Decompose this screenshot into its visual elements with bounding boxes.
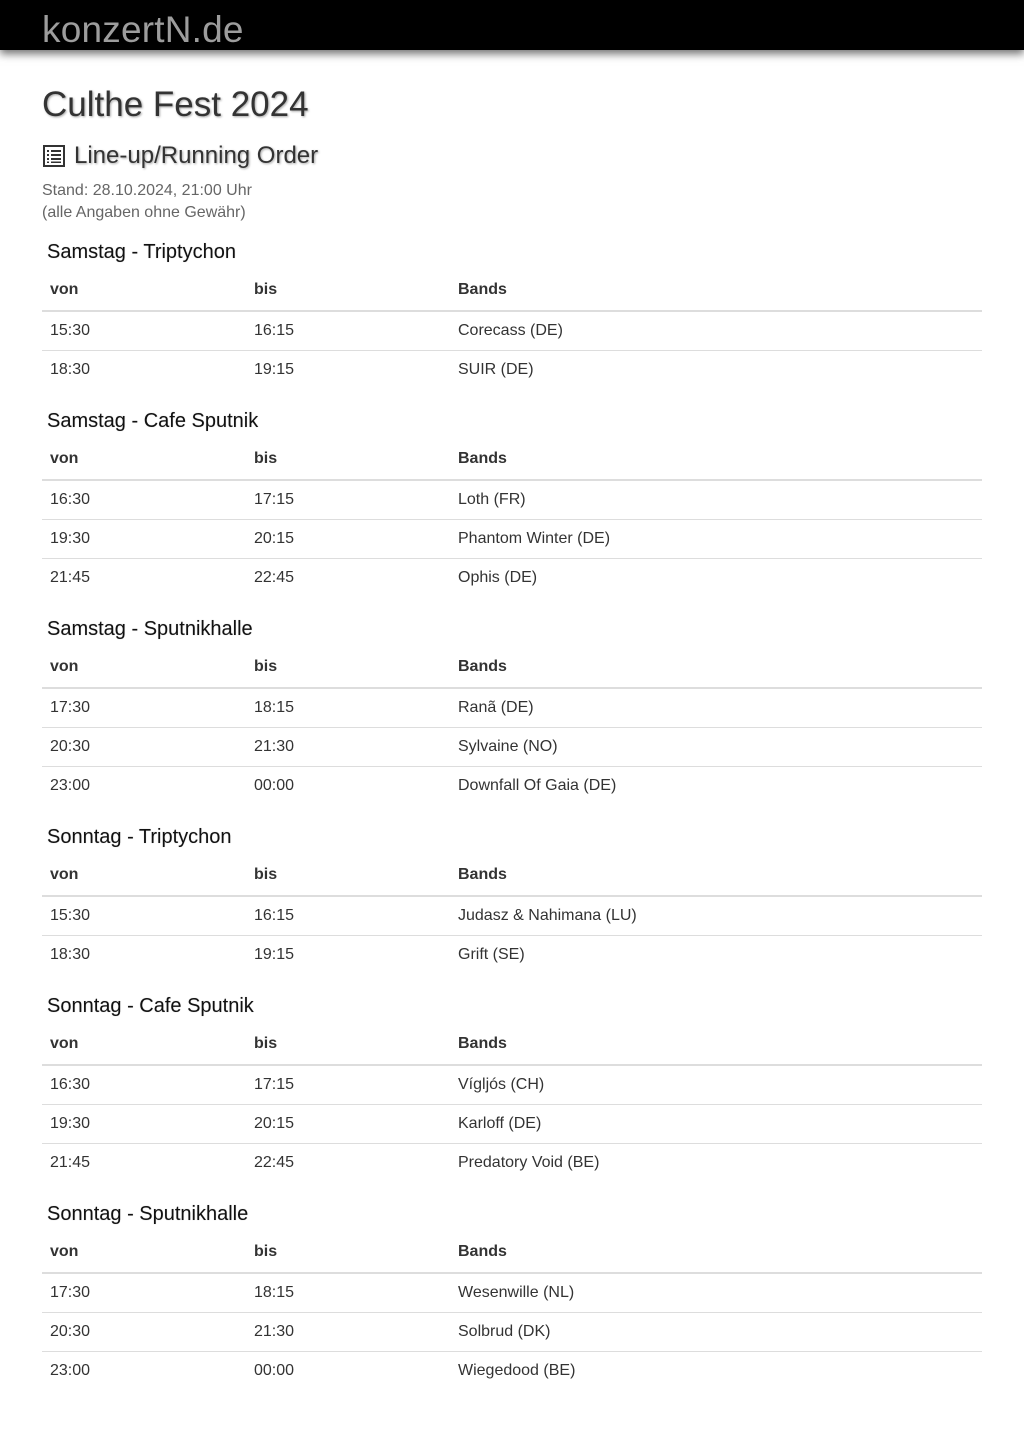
- schedule-table: [42, 1232, 982, 1390]
- column-header-bands: Bands: [450, 270, 982, 311]
- column-header-bands: Bands: [450, 855, 982, 896]
- band-name: Corecass (DE): [458, 322, 563, 339]
- table-header-row: [42, 270, 982, 311]
- column-header-bis: bis: [246, 270, 450, 311]
- schedule-table: [42, 647, 982, 805]
- band-name: Vígljós (CH): [458, 1076, 545, 1093]
- table-row: [42, 728, 982, 767]
- band-name: Wiegedood (BE): [450, 1352, 982, 1391]
- start-time: 15:30: [50, 322, 91, 339]
- start-time: 18:30: [42, 936, 246, 975]
- table-header-row: [42, 439, 982, 480]
- end-time: 00:00: [246, 767, 450, 806]
- band-name: Sylvaine (NO): [450, 728, 982, 767]
- column-header-bands: Bands: [450, 1232, 982, 1273]
- band-name: Phantom Winter (DE): [450, 520, 982, 559]
- start-time: 23:00: [42, 1352, 246, 1391]
- schedule-section: [42, 823, 982, 974]
- start-time: 16:30: [50, 1076, 91, 1093]
- end-time: 16:15: [254, 322, 295, 339]
- column-header-bands: Bands: [450, 647, 982, 688]
- start-time: 18:30: [42, 351, 246, 390]
- table-row: [42, 351, 982, 390]
- band-name: Ophis (DE): [450, 559, 982, 598]
- column-header-bands: Bands: [450, 439, 982, 480]
- band-name: SUIR (DE): [450, 351, 982, 390]
- schedule-sections: [42, 238, 982, 1390]
- brand-link[interactable]: konzertN.de: [42, 9, 244, 50]
- schedule-table: [42, 270, 982, 389]
- lineup-heading: [42, 140, 982, 172]
- schedule-table: [42, 855, 982, 974]
- schedule-section: [42, 407, 982, 597]
- start-time: 21:45: [42, 559, 246, 598]
- end-time: 17:15: [254, 491, 295, 508]
- table-row: [42, 936, 982, 975]
- section-title: Sonntag - Cafe Sputnik: [47, 995, 254, 1017]
- status-date: Stand: 28.10.2024, 21:00 Uhr: [42, 182, 252, 199]
- schedule-section: [42, 238, 982, 389]
- end-time: 16:15: [254, 907, 295, 924]
- band-name: Predatory Void (BE): [450, 1144, 982, 1183]
- page-title: Culthe Fest 2024: [42, 85, 309, 124]
- lineup-heading-text: Line-up/Running Order: [74, 142, 319, 169]
- band-name: Ranã (DE): [458, 699, 534, 716]
- table-row: [42, 688, 982, 728]
- table-row: [42, 1144, 982, 1183]
- table-row: [42, 1313, 982, 1352]
- end-time: 21:30: [246, 728, 450, 767]
- top-navbar: [0, 0, 1024, 50]
- main-content: [42, 84, 982, 1390]
- start-time: 21:45: [42, 1144, 246, 1183]
- start-time: 16:30: [50, 491, 91, 508]
- column-header-von: von: [42, 270, 246, 311]
- table-row: [42, 1352, 982, 1391]
- column-header-bis: bis: [246, 1232, 450, 1273]
- band-name: Downfall Of Gaia (DE): [450, 767, 982, 806]
- end-time: 19:15: [246, 936, 450, 975]
- table-row: [42, 1273, 982, 1313]
- band-name: Wesenwille (NL): [458, 1284, 575, 1301]
- end-time: 22:45: [246, 559, 450, 598]
- table-header-row: [42, 1024, 982, 1065]
- column-header-von: von: [42, 1024, 246, 1065]
- band-name: Grift (SE): [450, 936, 982, 975]
- section-title: Samstag - Cafe Sputnik: [47, 410, 259, 432]
- column-header-bis: bis: [246, 855, 450, 896]
- column-header-von: von: [42, 647, 246, 688]
- start-time: 15:30: [50, 907, 91, 924]
- table-header-row: [42, 1232, 982, 1273]
- column-header-von: von: [42, 1232, 246, 1273]
- band-name: Judasz & Nahimana (LU): [458, 907, 637, 924]
- start-time: 17:30: [50, 1284, 91, 1301]
- column-header-von: von: [42, 855, 246, 896]
- end-time: 22:45: [246, 1144, 450, 1183]
- end-time: 18:15: [254, 1284, 295, 1301]
- table-row: [42, 1105, 982, 1144]
- end-time: 19:15: [246, 351, 450, 390]
- schedule-section: [42, 615, 982, 805]
- table-row: [42, 896, 982, 936]
- start-time: 19:30: [42, 1105, 246, 1144]
- table-header-row: [42, 647, 982, 688]
- table-row: [42, 520, 982, 559]
- status-info: [42, 180, 982, 224]
- section-title: Samstag - Triptychon: [47, 241, 236, 263]
- table-row: [42, 767, 982, 806]
- start-time: 19:30: [42, 520, 246, 559]
- column-header-von: von: [42, 439, 246, 480]
- end-time: 20:15: [246, 1105, 450, 1144]
- status-disclaimer: (alle Angaben ohne Gewähr): [42, 204, 246, 221]
- end-time: 18:15: [254, 699, 295, 716]
- start-time: 23:00: [42, 767, 246, 806]
- column-header-bis: bis: [246, 439, 450, 480]
- end-time: 17:15: [254, 1076, 295, 1093]
- list-icon: [42, 144, 66, 168]
- start-time: 20:30: [42, 728, 246, 767]
- schedule-section: [42, 1200, 982, 1390]
- end-time: 00:00: [246, 1352, 450, 1391]
- schedule-table: [42, 439, 982, 597]
- column-header-bis: bis: [246, 647, 450, 688]
- table-row: [42, 559, 982, 598]
- section-title: Sonntag - Triptychon: [47, 826, 232, 848]
- table-row: [42, 1065, 982, 1105]
- end-time: 21:30: [246, 1313, 450, 1352]
- schedule-section: [42, 992, 982, 1182]
- start-time: 17:30: [50, 699, 91, 716]
- band-name: Karloff (DE): [450, 1105, 982, 1144]
- column-header-bis: bis: [246, 1024, 450, 1065]
- table-row: [42, 480, 982, 520]
- table-row: [42, 311, 982, 351]
- band-name: Solbrud (DK): [450, 1313, 982, 1352]
- band-name: Loth (FR): [458, 491, 526, 508]
- table-header-row: [42, 855, 982, 896]
- start-time: 20:30: [42, 1313, 246, 1352]
- end-time: 20:15: [246, 520, 450, 559]
- section-title: Samstag - Sputnikhalle: [47, 618, 253, 640]
- schedule-table: [42, 1024, 982, 1182]
- section-title: Sonntag - Sputnikhalle: [47, 1203, 249, 1225]
- column-header-bands: Bands: [450, 1024, 982, 1065]
